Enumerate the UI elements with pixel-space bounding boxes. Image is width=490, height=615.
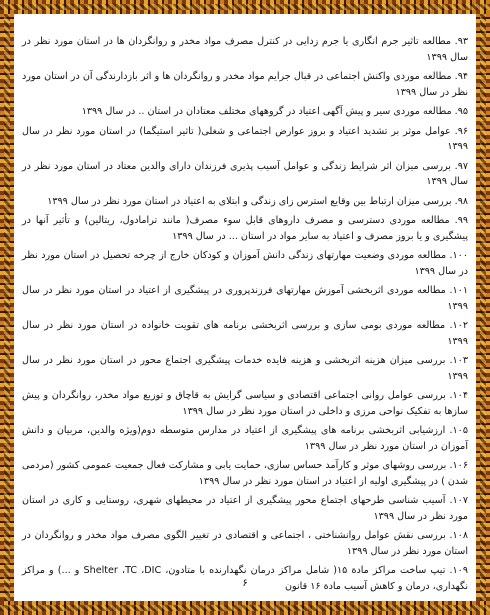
list-item: ۱۰۰. مطالعه موردی وضعیت مهارتهای زندگی دانش آموزان و کودکان خارج از چرخه تحصیل در استان مورد نظر در سال ۱۳۹۹ <box>22 250 468 277</box>
decorative-border-bottom <box>0 601 490 615</box>
decorative-border-top <box>0 0 490 14</box>
list-item: ۹۵. مطالعه موردی سیر و پیش آگهی اعتیاد در گروههای مختلف معتادان در استان .. در سال ۱۳۹۹ <box>81 106 468 117</box>
list-item: ۹۳. مطالعه تاثیر جرم انگاری یا جرم زدایی در کنترل مصرف مواد مخدر و روانگردان ها در استان مورد نظر در سال ۱۳۹۹ <box>22 36 468 63</box>
list-item: ۱۰۸. بررسی نقش عوامل روانشناختی ، اجتماعی و اقتصادی در تغییر الگوی مصرف مواد مخدر و روانگردان در استان مورد نظر در سال ۱۳۹۹ <box>22 530 468 557</box>
list-item: ۹۷. بررسی میزان اثر شرایط زندگی و عوامل آسیب پذیری فرزندان دارای والدین معتاد در استان مورد نظر در سال ۱۳۹۹ <box>22 160 468 187</box>
list-item: ۱۰۵. ارزشیابی اثربخشی برنامه های پیشگیری از اعتیاد در مدارس متوسطه دوم(ویژه والدین، مربیان و دانش آموزان در استان مورد نظر در سال ۱۳۹۹ <box>22 425 468 452</box>
list-item: ۱۰۶. بررسی روشهای موثر و کارآمد حساس سازی، حمایت یابی و مشارکت فعال جمعیت عمومی کشور (مردمی شدن ) در پیشگیری اولیه از اعتیاد در استان مورد نظر در سال ۱۳۹۹ <box>22 460 468 487</box>
decorative-border-left <box>0 14 14 601</box>
decorative-border-right <box>476 14 490 601</box>
list-item: ۱۰۴. بررسی عوامل روانی اجتماعی اقتصادی و سیاسی گرایش به قاچاق و توزیع مواد مخدر، روانگردان و پیش سازها به تفکیک نواحی مرزی و داخلی در استان مورد نظر در سال ۱۳۹۹ <box>22 390 468 417</box>
list-item: ۱۰۱. مطالعه موردی اثربخشی آموزش مهارتهای فرزندپروری در پیشگیری از اعتیاد در استان مورد نظر در سال ۱۳۹۹ <box>22 285 468 312</box>
list-item: ۹۸. بررسی میزان ارتباط بین وقایع استرس زای زندگی و ابتلای به اعتیاد در استان مورد نظر در سال ۱۳۹۹ <box>47 195 468 207</box>
list-item: ۱۰۷. آسیب شناسی طرحهای اجتماع محور پیشگیری از اعتیاد در محیطهای شهری، روستایی و کاری در استان مورد نظر در سال ۱۳۹۹ <box>22 495 468 522</box>
list-item: ۱۰۲. مطالعه موردی بومی سازی و بررسی اثربخشی برنامه های تقویت خانواده در استان مورد نظر در سال ۱۳۹۹ <box>22 320 468 347</box>
list-item: ۹۶. عوامل موثر بر تشدید اعتیاد و بروز عوارض اجتماعی و شغلی( تاثیر استیگما) در استان مورد نظر در سال ۱۳۹۹ <box>22 125 468 152</box>
list-item: ۱۰۳. بررسی میزان هزینه اثربخشی و هزینه فایده خدمات پیشگیری اجتماع محور در استان مورد نظر در سال ۱۳۹۹ <box>22 355 468 382</box>
list-item: ۱۰۹. تیپ ساخت مراکز مادة ۱۵( شامل مراکز درمان نگهدارنده با متادون، Shelter ،TC ،DIC و ...) و مراکز نگهداری، درمان و کاهش آسیب مادة ۱۶ قانون <box>22 565 468 592</box>
item-list <box>22 34 468 598</box>
page-number: ۶ <box>242 578 248 589</box>
list-item: ۹۹. مطالعه موردی دسترسی و مصرف داروهای قابل سوء مصرف( مانند ترامادول، ریتالین) و تأثیر آنها در پیشگیری و یا بروز مصرف و اعتیاد به سایر مواد در استان ... در سال ۱۳۹۹ <box>22 215 468 242</box>
list-item: ۹۴. مطالعه موردی واکنش اجتماعی در قبال جرایم مواد مخدر و روانگردان ها و اثر بازدارندگی آن در استان مورد نظر در سال ۱۳۹۹ <box>22 71 468 98</box>
